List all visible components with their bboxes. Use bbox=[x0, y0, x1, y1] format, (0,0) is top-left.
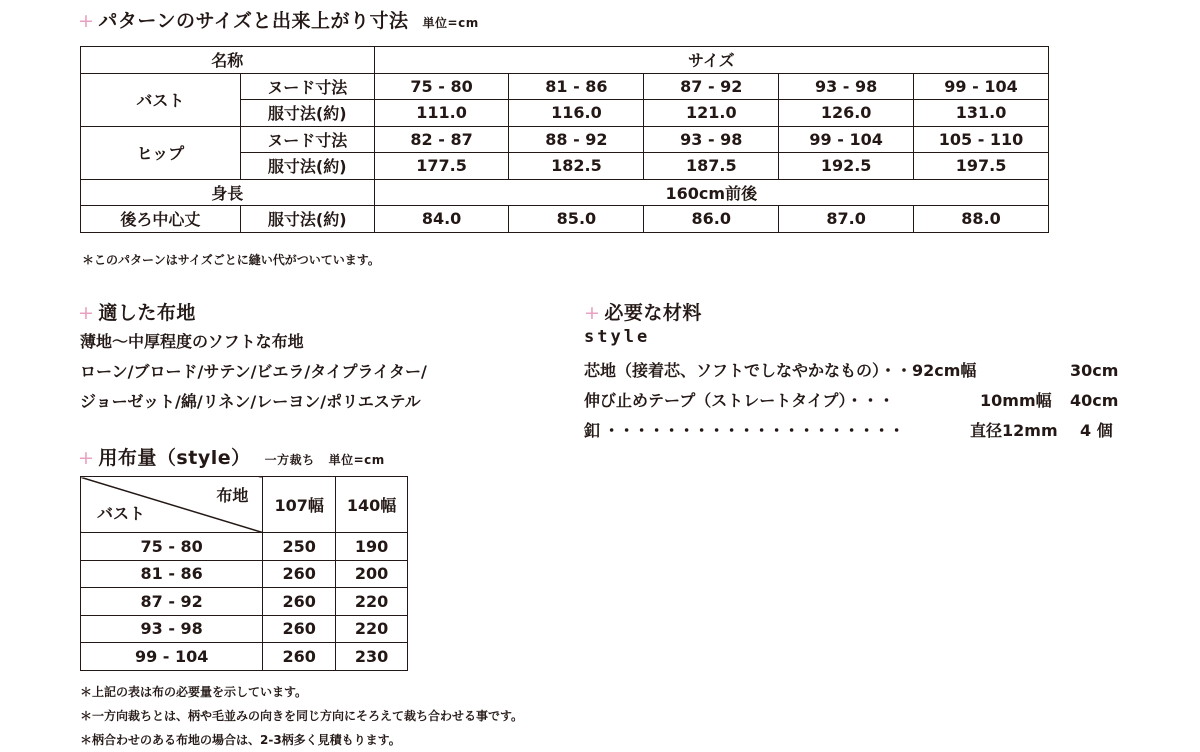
size-cell: 87 - 92 bbox=[81, 588, 263, 616]
table-cell: 177.5 bbox=[374, 153, 509, 180]
plus-icon: + bbox=[78, 302, 95, 324]
material-item bbox=[584, 416, 1124, 446]
diagonal-header-cell bbox=[81, 477, 263, 533]
yardage-unit: 単位=cm bbox=[328, 453, 385, 467]
height-value: 160cm前後 bbox=[374, 179, 1048, 206]
table-row bbox=[81, 560, 408, 588]
header-size: サイズ bbox=[374, 47, 1048, 74]
plus-icon: + bbox=[584, 302, 601, 324]
material-item bbox=[584, 356, 1124, 386]
header-name: 名称 bbox=[81, 47, 375, 74]
size-cell: 75 - 80 bbox=[81, 533, 263, 561]
style-label: style bbox=[584, 327, 651, 347]
table-cell: 190 bbox=[336, 533, 408, 561]
yardage-note: ＊柄合わせのある布地の場合は、2-3柄多く見積もります。 bbox=[80, 733, 401, 747]
table-cell: 105 - 110 bbox=[914, 126, 1049, 153]
row-label: 服寸法(約) bbox=[240, 153, 374, 180]
table-cell: 86.0 bbox=[644, 206, 779, 233]
table-cell: 126.0 bbox=[779, 100, 914, 127]
table-cell: 182.5 bbox=[509, 153, 644, 180]
table-cell: 84.0 bbox=[374, 206, 509, 233]
table-row bbox=[81, 126, 1049, 153]
size-note: ＊このパターンはサイズごとに縫い代がついています。 bbox=[82, 253, 380, 267]
size-section-heading bbox=[78, 6, 479, 33]
table-row bbox=[81, 533, 408, 561]
row-label: ヌード寸法 bbox=[240, 126, 374, 153]
table-row bbox=[81, 588, 408, 616]
table-cell: 85.0 bbox=[509, 206, 644, 233]
yardage-section-title: 用布量（style） bbox=[98, 447, 251, 469]
size-cell: 99 - 104 bbox=[81, 643, 263, 671]
material-qty: 4 個 bbox=[1080, 421, 1113, 440]
table-cell: 220 bbox=[336, 615, 408, 643]
table-cell: 88 - 92 bbox=[509, 126, 644, 153]
table-cell: 192.5 bbox=[779, 153, 914, 180]
table-row bbox=[81, 206, 1049, 233]
table-cell: 131.0 bbox=[914, 100, 1049, 127]
table-cell: 250 bbox=[263, 533, 336, 561]
material-qty: 40cm bbox=[1070, 391, 1119, 410]
table-row bbox=[81, 179, 1049, 206]
material-name: 釦 ・・・・・・・・・・・・・・・・・・・・ bbox=[584, 421, 904, 440]
materials-section-title: 必要な材料 bbox=[604, 302, 702, 324]
size-table bbox=[80, 46, 1049, 233]
group-label-hip: ヒップ bbox=[81, 126, 241, 179]
table-cell: 230 bbox=[336, 643, 408, 671]
table-cell: 99 - 104 bbox=[779, 126, 914, 153]
material-qty: 30cm bbox=[1070, 361, 1119, 380]
table-row bbox=[81, 643, 408, 671]
table-cell: 81 - 86 bbox=[509, 73, 644, 100]
yardage-section-heading bbox=[78, 443, 385, 470]
table-cell: 93 - 98 bbox=[779, 73, 914, 100]
table-cell: 200 bbox=[336, 560, 408, 588]
table-cell: 82 - 87 bbox=[374, 126, 509, 153]
material-spec: 直径12mm bbox=[970, 421, 1058, 440]
table-cell: 93 - 98 bbox=[644, 126, 779, 153]
group-label-bust: バスト bbox=[81, 73, 241, 126]
table-cell: 111.0 bbox=[374, 100, 509, 127]
table-cell: 220 bbox=[336, 588, 408, 616]
table-cell: 260 bbox=[263, 588, 336, 616]
fabric-list bbox=[80, 327, 427, 417]
yardage-notes bbox=[80, 680, 523, 752]
back-length-label: 後ろ中心丈 bbox=[81, 206, 241, 233]
size-unit: 単位=cm bbox=[422, 16, 479, 30]
table-cell: 197.5 bbox=[914, 153, 1049, 180]
table-cell: 87 - 92 bbox=[644, 73, 779, 100]
header-140: 140幅 bbox=[336, 477, 408, 533]
table-cell: 260 bbox=[263, 560, 336, 588]
table-cell: 187.5 bbox=[644, 153, 779, 180]
table-cell: 87.0 bbox=[779, 206, 914, 233]
table-cell: 99 - 104 bbox=[914, 73, 1049, 100]
table-cell: 121.0 bbox=[644, 100, 779, 127]
fabric-line: ローン/ブロード/サテン/ビエラ/タイプライター/ bbox=[80, 362, 427, 381]
row-label: ヌード寸法 bbox=[240, 73, 374, 100]
size-cell: 93 - 98 bbox=[81, 615, 263, 643]
table-cell: 88.0 bbox=[914, 206, 1049, 233]
yardage-method: 一方裁ち bbox=[264, 453, 315, 467]
plus-icon: + bbox=[78, 10, 95, 32]
table-cell: 260 bbox=[263, 643, 336, 671]
fabric-section-heading bbox=[78, 298, 196, 325]
table-cell: 260 bbox=[263, 615, 336, 643]
row-label: 服寸法(約) bbox=[240, 206, 374, 233]
yardage-note: ＊一方向裁ちとは、柄や毛並みの向きを同じ方向にそろえて裁ち合わせる事です。 bbox=[80, 709, 524, 723]
material-item bbox=[584, 386, 1124, 416]
material-spec: 10mm幅 bbox=[980, 391, 1052, 410]
yardage-note: ＊上記の表は布の必要量を示しています。 bbox=[80, 685, 308, 699]
size-section-title: パターンのサイズと出来上がり寸法 bbox=[98, 10, 409, 32]
fabric-section-title: 適した布地 bbox=[98, 302, 196, 324]
height-label: 身長 bbox=[81, 179, 375, 206]
row-label: 服寸法(約) bbox=[240, 100, 374, 127]
materials-section-heading bbox=[584, 298, 702, 325]
yardage-table bbox=[80, 476, 408, 671]
table-cell: 75 - 80 bbox=[374, 73, 509, 100]
header-fabric: 布地 bbox=[216, 486, 249, 505]
fabric-line: 薄地〜中厚程度のソフトな布地 bbox=[80, 332, 304, 351]
header-107: 107幅 bbox=[263, 477, 336, 533]
header-bust: バスト bbox=[97, 504, 146, 523]
plus-icon: + bbox=[78, 447, 95, 469]
table-row bbox=[81, 47, 1049, 74]
fabric-line: ジョーゼット/綿/リネン/レーヨン/ポリエステル bbox=[80, 392, 421, 411]
materials-list bbox=[584, 356, 1124, 446]
material-name: 芯地（接着芯、ソフトでしなやかなもの）・・92cm幅 bbox=[584, 361, 977, 380]
table-row bbox=[81, 477, 408, 533]
table-row bbox=[81, 73, 1049, 100]
table-row bbox=[81, 615, 408, 643]
material-name: 伸び止めテープ（ストレートタイプ）・・・ bbox=[584, 391, 895, 410]
size-cell: 81 - 86 bbox=[81, 560, 263, 588]
table-cell: 116.0 bbox=[509, 100, 644, 127]
